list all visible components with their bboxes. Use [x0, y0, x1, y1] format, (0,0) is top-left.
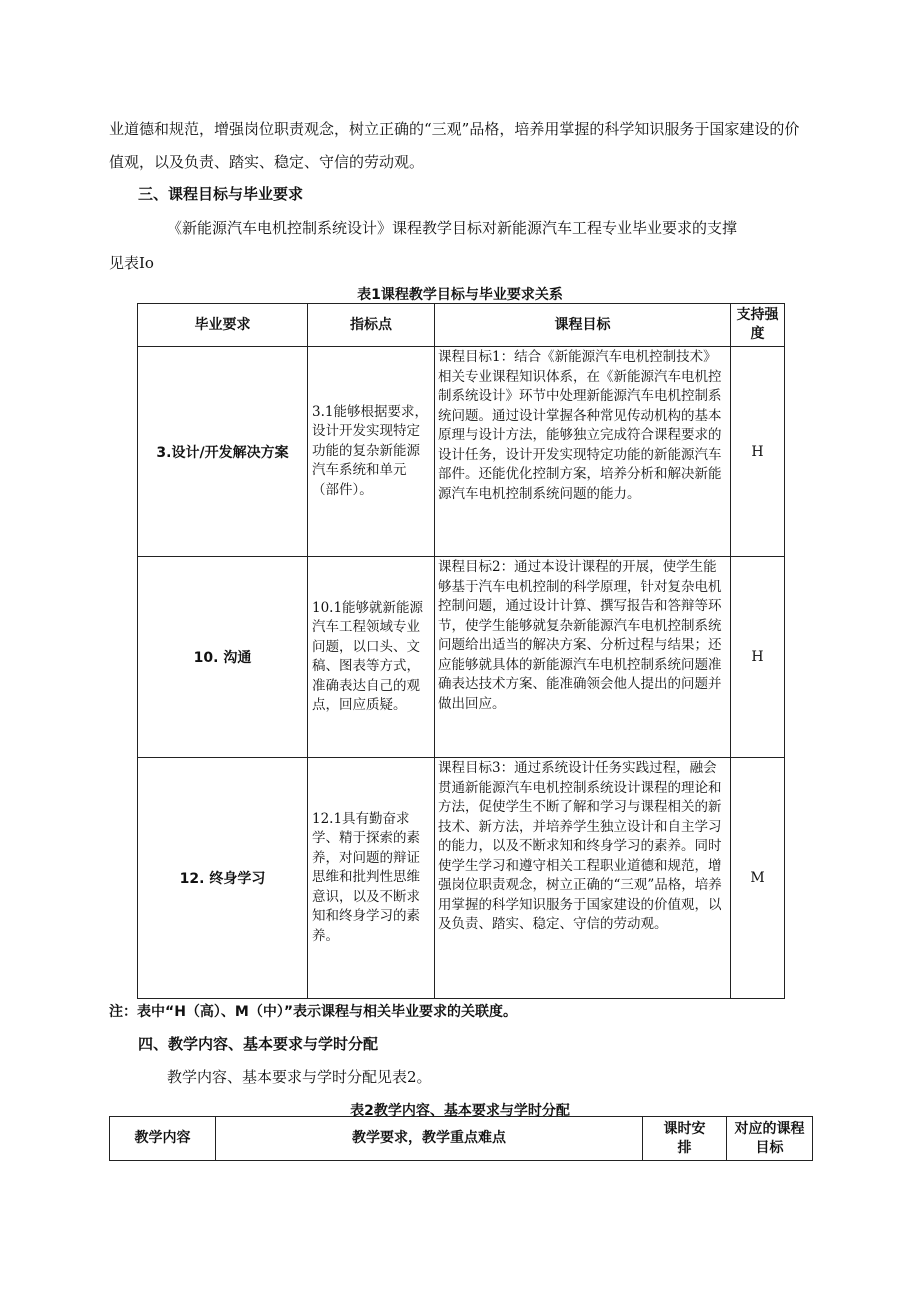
requirement-cell: 3.设计/开发解决方案	[138, 347, 308, 557]
section4-heading: 四、教学内容、基本要求与学时分配	[138, 1035, 379, 1053]
table1-note: 注：表中“H（高）、M（中）”表示课程与相关毕业要求的关联度。	[109, 1004, 518, 1020]
section3-text-line2: 见表Io	[109, 254, 154, 272]
table-row	[138, 347, 785, 557]
table1-header-goal: 课程目标	[435, 304, 731, 347]
indicator-cell: 3.1能够根据要求，设计开发实现特定功能的复杂新能源汽车系统和单元（部件）。	[308, 347, 435, 557]
level-cell: M	[731, 758, 785, 999]
section3-text-line1: 《新能源汽车电机控制系统设计》课程教学目标对新能源汽车工程专业毕业要求的支撑	[167, 219, 738, 237]
table2-header-requirements: 教学要求，教学重点难点	[216, 1117, 643, 1161]
table2-header-content: 教学内容	[110, 1117, 216, 1161]
table1-header-requirement: 毕业要求	[138, 304, 308, 347]
goal-cell: 课程目标1：结合《新能源汽车电机控制技术》相关专业课程知识体系，在《新能源汽车电机控制系统设计》环节中处理新能源汽车电机控制系统问题。通过设计掌握各种常见传动机构的基本原理与设计方法，能够独立完成符合课程要求的设计任务，设计开发实现特定功能的新能源汽车部件。还能优化控制方案，培养分析和解决新能源汽车电机控制系统问题的能力。	[435, 347, 731, 557]
intro-paragraph: 业道德和规范，增强岗位职责观念，树立正确的“三观”品格，培养用掌握的科学知识服务于国家建设的价值观，以及负责、踏实、稳定、守信的劳动观。	[109, 120, 800, 171]
table1-header-indicator: 指标点	[308, 304, 435, 347]
table1-caption: 表1课程教学目标与毕业要求关系	[357, 287, 563, 303]
level-cell: H	[731, 347, 785, 557]
table1-header-row	[138, 304, 785, 347]
indicator-cell: 10.1能够就新能源汽车工程领域专业问题，以口头、文稿、图表等方式，准确表达自己的观点，回应质疑。	[308, 557, 435, 758]
requirement-cell: 12. 终身学习	[138, 758, 308, 999]
table1	[137, 303, 785, 999]
indicator-cell: 12.1具有勤奋求学、精于探索的素养，对问题的辩证思维和批判性思维意识，以及不断求知和终身学习的素养。	[308, 758, 435, 999]
level-cell: H	[731, 557, 785, 758]
goal-cell: 课程目标2：通过本设计课程的开展，使学生能够基于汽车电机控制的科学原理，针对复杂电机控制问题，通过设计计算、撰写报告和答辩等环节，使学生能够就复杂新能源汽车电机控制系统问题给出适当的解决方案、分析过程与结果；还应能够就具体的新能源汽车电机控制系统问题准确表达技术方案、能准确领会他人提出的问题并做出回应。	[435, 557, 731, 758]
table1-header-level: 支持强度	[731, 304, 785, 347]
section4-text: 教学内容、基本要求与学时分配见表2。	[167, 1068, 432, 1086]
table2-header-goal: 对应的课程目标	[727, 1117, 813, 1161]
table2-header-row	[110, 1117, 813, 1161]
table2	[109, 1116, 813, 1161]
goal-cell: 课程目标3：通过系统设计任务实践过程，融会贯通新能源汽车电机控制系统设计课程的理论和方法，促使学生不断了解和学习与课程相关的新技术、新方法，并培养学生独立设计和自主学习的能力，以及不断求知和终身学习的素养。同时使学生学习和遵守相关工程职业道德和规范，增强岗位职责观念，树立正确的“三观”品格，培养用掌握的科学知识服务于国家建设的价值观，以及负责、踏实、稳定、守信的劳动观。	[435, 758, 731, 999]
requirement-cell: 10. 沟通	[138, 557, 308, 758]
section3-heading: 三、课程目标与毕业要求	[138, 185, 304, 203]
table-row	[138, 758, 785, 999]
table2-header-hours: 课时安排	[643, 1117, 727, 1161]
table-row	[138, 557, 785, 758]
table2-caption: 表2教学内容、基本要求与学时分配	[350, 1103, 570, 1119]
